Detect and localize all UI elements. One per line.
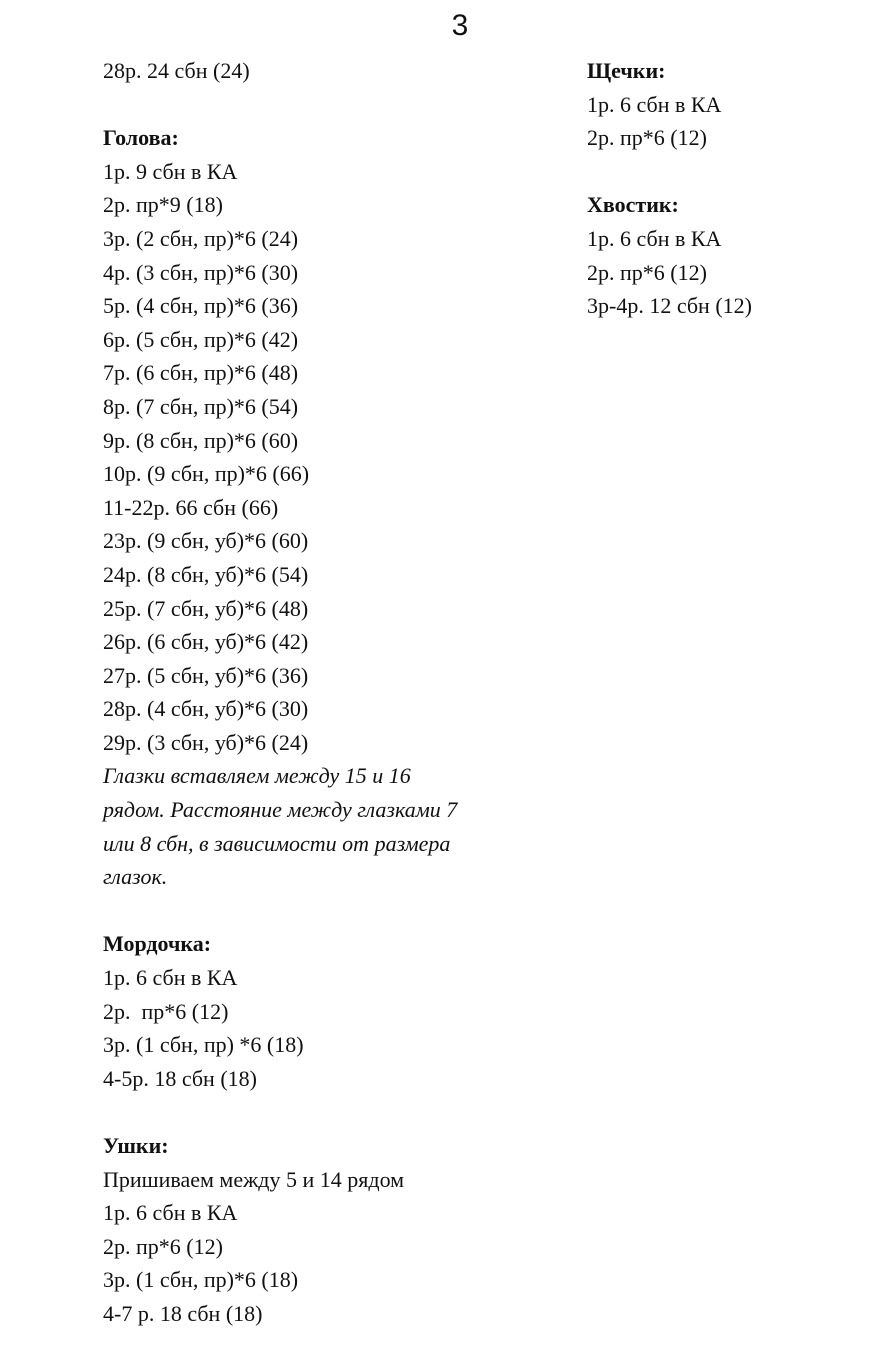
ears-row: 1р. 6 сбн в КА <box>103 1200 238 1226</box>
head-row: 27р. (5 сбн, уб)*6 (36) <box>103 662 309 688</box>
head-row: 9р. (8 сбн, пр)*6 (60) <box>103 427 299 453</box>
cheeks-row: 1р. 6 сбн в КА <box>587 91 722 117</box>
right-column <box>587 54 887 323</box>
head-row: 7р. (6 сбн, пр)*6 (48) <box>103 360 299 386</box>
head-row: 8р. (7 сбн, пр)*6 (54) <box>103 393 299 419</box>
section-heading-tail: Хвостик: <box>587 192 679 218</box>
head-row: 4р. (3 сбн, пр)*6 (30) <box>103 259 299 285</box>
ears-row: 3р. (1 сбн, пр)*6 (18) <box>103 1267 299 1293</box>
head-row: 6р. (5 сбн, пр)*6 (42) <box>103 326 299 352</box>
ears-row: Пришиваем между 5 и 14 рядом <box>103 1166 405 1192</box>
eyes-note-line: рядом. Расстояние между глазками 7 <box>103 797 458 823</box>
head-row: 25р. (7 сбн, уб)*6 (48) <box>103 595 309 621</box>
head-row: 26р. (6 сбн, уб)*6 (42) <box>103 629 309 655</box>
head-row: 1р. 9 сбн в КА <box>103 158 238 184</box>
cheeks-row: 2р. пр*6 (12) <box>587 125 707 151</box>
muzzle-row: 2р. пр*6 (12) <box>103 998 229 1024</box>
tail-row: 1р. 6 сбн в КА <box>587 225 722 251</box>
head-row: 5р. (4 сбн, пр)*6 (36) <box>103 293 299 319</box>
head-row: 24р. (8 сбн, уб)*6 (54) <box>103 561 309 587</box>
section-heading-cheeks: Щечки: <box>587 58 666 83</box>
head-row: 23р. (9 сбн, уб)*6 (60) <box>103 528 309 554</box>
section-heading-muzzle: Мордочка: <box>103 931 212 957</box>
spacer <box>103 894 563 928</box>
eyes-note-line: Глазки вставляем между 15 и 16 <box>103 763 411 789</box>
head-row: 10р. (9 сбн, пр)*6 (66) <box>103 461 310 487</box>
head-row: 2р. пр*9 (18) <box>103 192 223 218</box>
spacer <box>587 155 887 189</box>
muzzle-row: 1р. 6 сбн в КА <box>103 965 238 991</box>
section-heading-head: Голова: <box>103 125 179 151</box>
body-row-28: 28р. 24 сбн (24) <box>103 58 250 83</box>
tail-row: 2р. пр*6 (12) <box>587 259 707 285</box>
muzzle-row: 3р. (1 сбн, пр) *6 (18) <box>103 1032 304 1058</box>
head-row: 29р. (3 сбн, уб)*6 (24) <box>103 729 309 755</box>
eyes-note-line: глазок. <box>103 864 168 890</box>
ears-row: 2р. пр*6 (12) <box>103 1233 223 1259</box>
head-row: 28р. (4 сбн, уб)*6 (30) <box>103 696 309 722</box>
muzzle-row: 4-5р. 18 сбн (18) <box>103 1065 257 1091</box>
tail-row: 3р-4р. 12 сбн (12) <box>587 293 752 319</box>
left-column <box>103 54 563 1331</box>
head-row: 3р. (2 сбн, пр)*6 (24) <box>103 225 299 251</box>
spacer <box>103 88 563 122</box>
page-number: 3 <box>451 9 469 42</box>
head-row: 11-22р. 66 сбн (66) <box>103 494 279 520</box>
eyes-note-line: или 8 сбн, в зависимости от размера <box>103 830 451 856</box>
ears-row: 4-7 р. 18 сбн (18) <box>103 1300 263 1326</box>
section-heading-ears: Ушки: <box>103 1133 169 1158</box>
spacer <box>103 1095 563 1129</box>
